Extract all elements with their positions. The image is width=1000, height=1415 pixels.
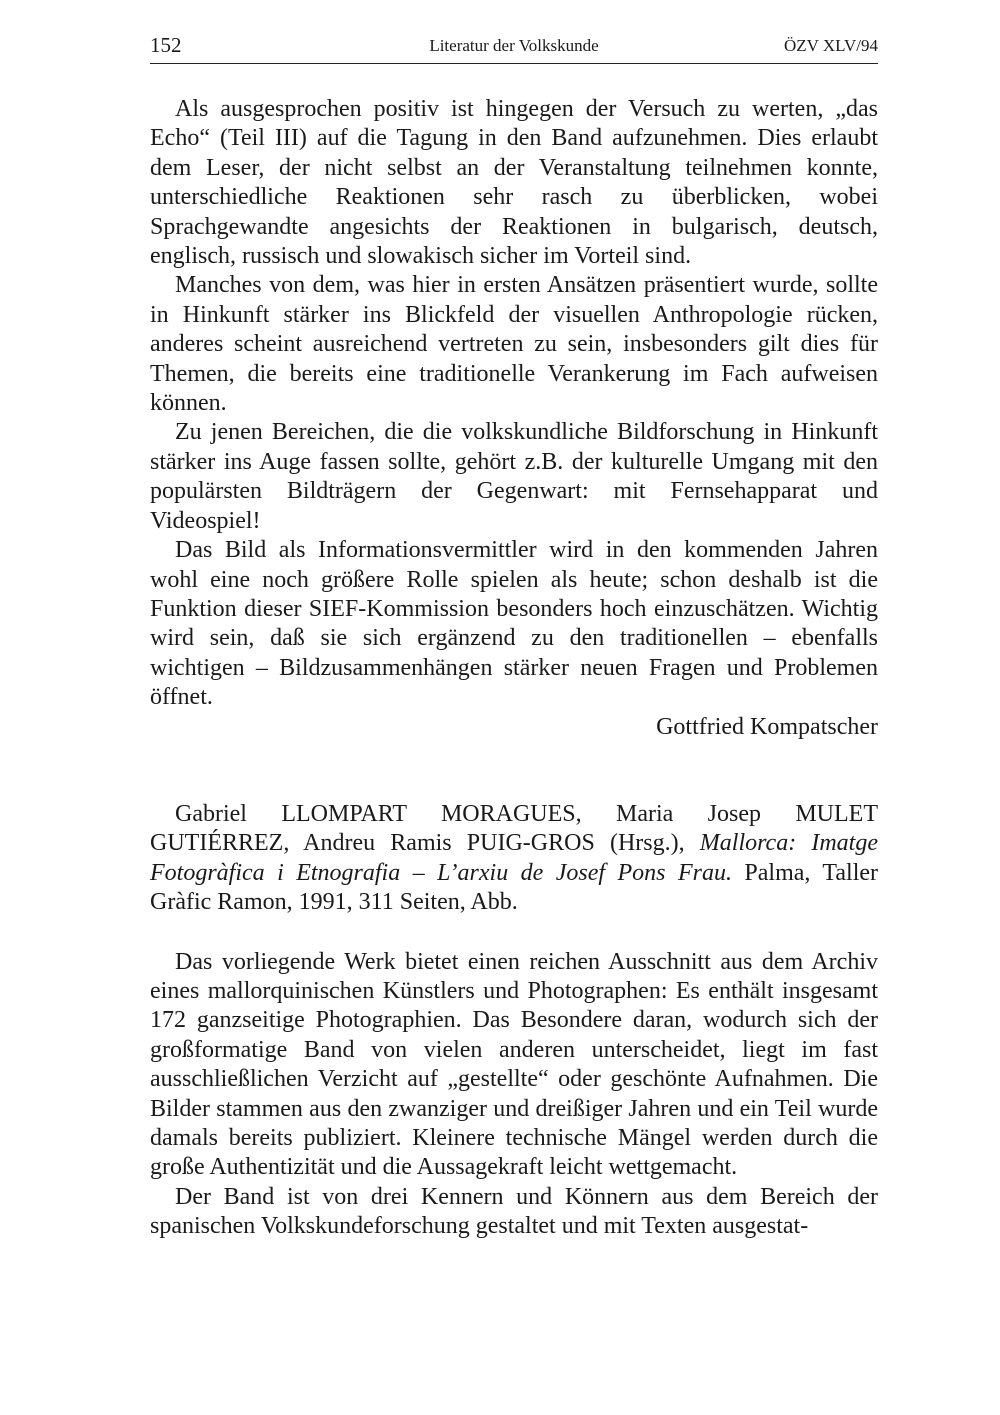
paragraph: Manches von dem, was hier in ersten Ansätzen präsentiert wurde, sollte in Hinkunft stärker ins Blickfeld der visuellen Anthropologie rücken, anderes scheint ausreichend vertreten zu sein, insbesonders gilt dies für Themen, die bereits eine traditionelle Verankerung im Fach aufweisen können. <box>150 272 878 417</box>
paragraph: Das Bild als Informationsvermittler wird in den kommenden Jahren wohl eine noch größere Rolle spielen als heute; schon deshalb ist die Funktion dieser SIEF-Kommission besonders hoch einzuschätzen. Wichtig wird sein, daß sie sich ergänzend zu den traditionellen – ebenfalls wichtigen – Bildzusammenhängen stärker neuen Fragen und Problemen öffnet. <box>150 537 878 711</box>
review-continued <box>150 95 878 742</box>
citation-publication: Palma, Taller Gràfic Ramon, 1991, 311 Seiten, Abb. <box>150 859 879 916</box>
citation-title: Mallorca: Imatge Fotogràfica i Etnografia – L’arxiu de Josef Pons Frau. <box>150 830 879 886</box>
paragraph: Der Band ist von drei Kennern und Könnern aus dem Bereich der spanischen Volkskundeforschung gestaltet und mit Texten ausgestat- <box>150 1183 878 1240</box>
citation-authors: Gabriel LLOMPART MORAGUES, Maria Josep MULET GUTIÉRREZ, Andreu Ramis PUIG-GROS (Hrsg.), <box>150 800 878 857</box>
paragraph: Das vorliegende Werk bietet einen reichen Ausschnitt aus dem Archiv eines mallorquinischen Künstlers und Photographen: Es enthält insgesamt 172 ganzseitige Photographien. Das Besondere daran, wodurch sich der großformatige Band von vielen anderen unterscheidet, liegt im fast ausschließlichen Verzicht auf „gestellte“ oder geschönte Aufnahmen. Die Bilder stammen aus den zwanziger und dreißiger Jahren und ein Teil wurde damals bereits publiziert. Kleinere technische Mängel werden durch die große Authentizität und die Aussagekraft leicht wettgemacht. <box>150 948 878 1181</box>
journal-issue: ÖZV XLV/94 <box>784 36 878 55</box>
review-new <box>150 800 878 1242</box>
book-citation <box>150 800 878 918</box>
review-body <box>150 948 878 1242</box>
paragraph: Zu jenen Bereichen, die die volkskundliche Bildforschung in Hinkunft stärker ins Auge fassen sollte, gehört z.B. der kulturelle Umgang mit den populärsten Bildträgern der Gegenwart: mit Fernsehapparat und Videospiel! <box>150 419 878 534</box>
page-body <box>150 95 878 1242</box>
running-head <box>150 33 878 64</box>
review-author: Gottfried Kompatscher <box>656 713 878 740</box>
journal-section: Literatur der Volkskunde <box>429 36 599 55</box>
paragraph: Als ausgesprochen positiv ist hingegen der Versuch zu werten, „das Echo“ (Teil III) auf die Tagung in den Band aufzunehmen. Dies erlaubt dem Leser, der nicht selbst an der Veranstaltung teilnehmen konnte, unterschiedliche Reaktionen sehr rasch zu überblicken, wobei Sprachgewandte angesichts der Reaktionen in bulgarisch, deutsch, englisch, russisch und slowakisch sicher im Vorteil sind. <box>150 96 878 270</box>
page-number: 152 <box>150 33 182 57</box>
